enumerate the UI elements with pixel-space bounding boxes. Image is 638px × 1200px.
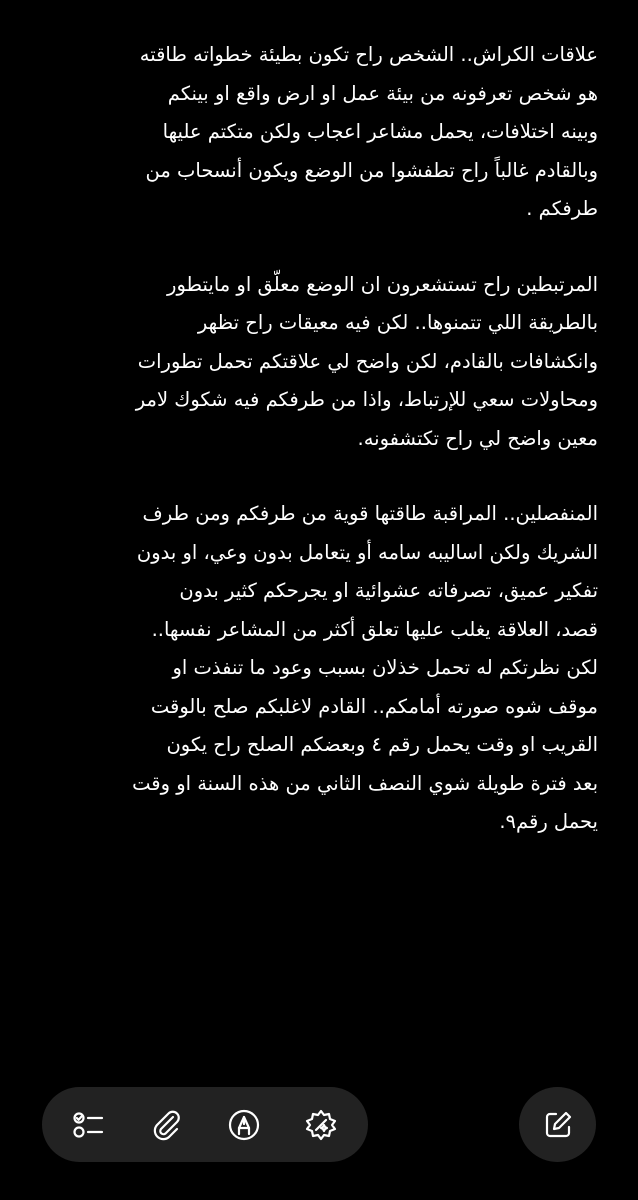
compose-icon (542, 1109, 574, 1141)
note-line: القريب او وقت يحمل رقم ٤ وبعضكم الصلح راح يكون (166, 733, 598, 756)
note-line: المرتبطين راح تستشعرون ان الوضع معلّق او مايتطور (167, 272, 598, 296)
ai-sparkle-icon (304, 1108, 338, 1142)
note-paragraph (40, 266, 598, 459)
note-line: قصد، العلاقة يغلب عليها تعلق أكثر من المشاعر نفسها.. (151, 617, 598, 641)
note-line: هو شخص تعرفونه من بيئة عمل او ارض واقع او بينكم (167, 81, 598, 105)
note-line: تفكير عميق، تصرفاته عشوائية او يجرحكم كثير بدون (179, 579, 598, 602)
note-line: وبينه اختلافات، يحمل مشاعر اعجاب ولكن متكتم عليها (162, 120, 598, 143)
checklist-button[interactable] (61, 1097, 117, 1153)
note-line: الشريك ولكن اساليبه سامه أو يتعامل بدون وعي، او بدون (136, 540, 598, 564)
note-line: وبالقادم غالباً راح تطفشوا من الوضع ويكون أنسحاب من (145, 158, 598, 182)
note-line: علاقات الكراش.. الشخص راح تكون بطيئة خطواته طاقته (139, 43, 598, 66)
note-line: وانكشافات بالقادم، لكن واضح لي علاقتكم تحمل تطورات (137, 349, 598, 373)
attach-button[interactable] (138, 1097, 194, 1153)
note-line: يحمل رقم٩. (499, 810, 598, 833)
note-body[interactable] (40, 36, 598, 879)
compose-button[interactable] (519, 1087, 596, 1162)
note-line: لكن نظرتكم له تحمل خذلان بسبب وعود ما تنفذت او (172, 656, 598, 679)
note-line: موقف شوه صورته أمامكم.. القادم لاغلبكم صلح بالوقت (150, 694, 598, 718)
paperclip-icon (149, 1108, 183, 1142)
note-paragraph (40, 36, 598, 229)
note-line: ومحاولات سعي للإرتباط، واذا من طرفكم فيه شكوك لامر (135, 388, 598, 411)
note-line: معين واضح لي راح تكتشفونه. (357, 426, 598, 450)
note-line: المنفصلين.. المراقبة طاقتها قوية من طرفكم ومن طرف (142, 502, 598, 525)
note-paragraph (40, 495, 598, 842)
pen-circle-icon (227, 1108, 261, 1142)
draw-button[interactable] (216, 1097, 272, 1153)
note-line: طرفكم . (526, 197, 598, 220)
bottom-toolbar (42, 1087, 368, 1162)
ai-assist-button[interactable] (293, 1097, 349, 1153)
checklist-icon (72, 1108, 106, 1142)
note-line: بعد فترة طويلة شوي النصف الثاني من هذه السنة او وقت (132, 771, 598, 795)
note-line: بالطريقة اللي تتمنوها.. لكن فيه معيقات راح تظهر (197, 311, 598, 334)
